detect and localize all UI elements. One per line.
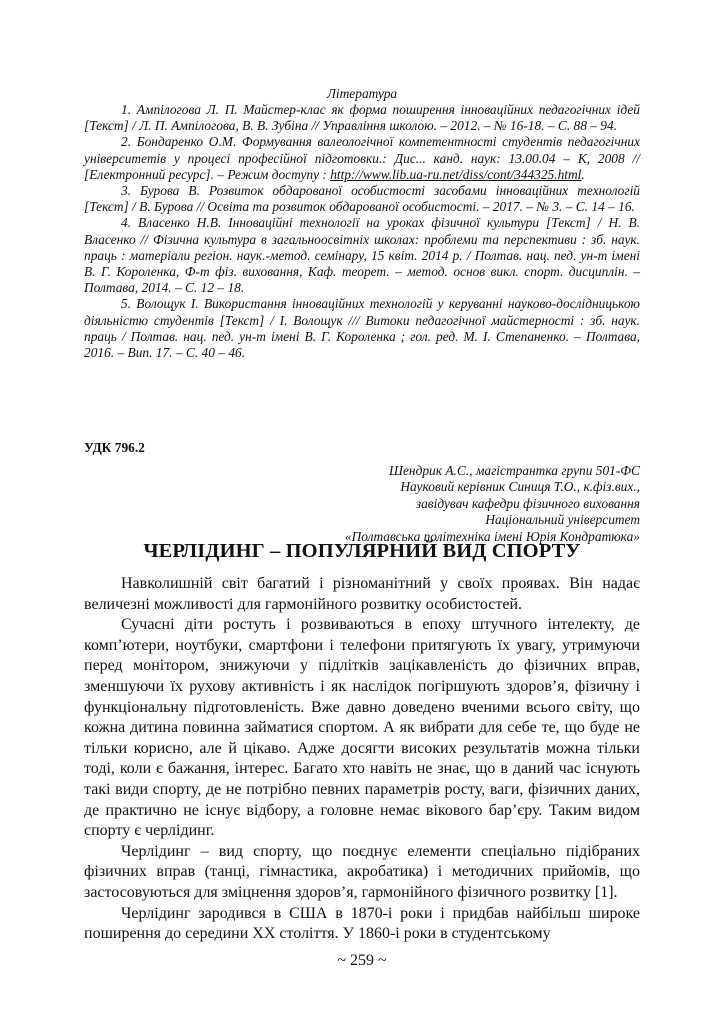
article-body — [84, 574, 640, 945]
reference-text-end: . — [581, 166, 585, 182]
body-paragraph: Навколишній світ багатий і різноманітний у своїх проявах. Він надає величезні можливості для гармонійного розвитку особистостей. — [84, 575, 640, 613]
body-paragraph: Сучасні діти ростуть і розвиваються в епоху штучного інтелекту, де комп’ютери, ноутбуки, смартфони і телефони притягують їх увагу, утримуючи перед монітором, знижуючи у підлітків зацікавленість до фізичних вправ, зменшуючи їх рухову активність і як наслідок погіршують здоров’я, фізичну і функціональну підготовленість. Вже давно доведено вченими всього світу, що кожна дитина повинна займатися спортом. А як вибрати для себе те, що буде не тільки корисно, але й цікаво. Адже досягти високих результатів можна тільки тоді, коли є бажання, інтерес. Багато хто навіть не знає, що в даний час існують такі види спорту, де не потрібно певних параметрів росту, ваги, фізичних даних, де практично не існує відбору, а головне немає вікового бар’єру. Таким видом спорту є черлідинг. — [84, 616, 640, 840]
university-name: «Полтавська політехніка імені Юрія Кондратюка» — [344, 528, 640, 544]
supervisor-position: завідувач кафедри фізичного виховання — [415, 495, 640, 511]
udk-code: УДК 796.2 — [84, 440, 145, 455]
reference-item: 3. Бурова В. Розвиток обдарованої особистості засобами інноваційних технологій [Текст] / В. Бурова // Освіта та розвиток обдарованої особистості. – 2017. – № 3. – С. 14 – 16. — [84, 183, 640, 215]
literature-section — [84, 86, 640, 361]
reference-item — [84, 134, 640, 183]
supervisor-line: Науковий керівник Синиця Т.О., к.фіз.вих., — [400, 479, 640, 495]
body-paragraph: Черлідинг зародився в США в 1870-і роки і придбав найбільш широке поширення до середини XX століття. У 1860-і роки в студентському — [84, 904, 640, 943]
reference-item: 1. Ампілогова Л. П. Майстер-клас як форма поширення інноваційних педагогічних ідей [Текст] / Л. П. Ампілогова, В. В. Зубіна // Управління школою. – 2012. – № 16-18. – С. 88 – 94. — [84, 102, 640, 134]
reference-text: 2. Бондаренко О.М. Формування валеологічної компетентності студентів педагогічних університетів у процесі професійної підготовки.: Дис... канд. наук: 13.00.04 – К, 2008 // [Електронний ресурс]. – Режим доступу : — [84, 134, 640, 182]
literature-heading: Література — [326, 86, 398, 101]
reference-item: 4. Власенко Н.В. Інноваційні технології на уроках фізичної культури [Текст] / Н. В. Власенко // Фізична культура в загальноосвітніх школах: проблеми та перспективи : зб. наук. праць : матеріали регіон. наук.-метод. семінару, 15 квіт. 2014 р. / Полтав. нац. пед. ун-т імені В. Г. Короленка, Ф-т фіз. виховання, Каф. теорет. – метод. основ викл. спорт. дисциплін. – Полтава, 2014. – С. 12 – 18. — [84, 215, 640, 296]
reference-item: 5. Волощук І. Використання інноваційних технологій у керуванні науково-дослідницькою діяльністю студентів [Текст] / І. Волощук /// Витоки педагогічної майстерності : зб. наук. праць / Полтав. нац. пед. ун-т імені В. Г. Короленка ; гол. ред. М. І. Степаненко. – Полтава, 2016. – Вип. 17. – С. 40 – 46. — [84, 296, 640, 361]
body-paragraph: Черлідинг – вид спорту, що поєднує елементи спеціально підібраних фізичних вправ (танці, гімнастика, акробатика) і методичних прийомів, що застосовуються для зміцнення здоров’я, гармонійного фізичного розвитку [1]. — [84, 842, 640, 901]
page-number: ~ 259 ~ — [337, 952, 387, 969]
reference-link[interactable]: http://www.lib.ua-ru.net/diss/cont/344325.html — [330, 166, 582, 182]
author-line: Шендрик А.С., магістрантка групи 501-ФС — [389, 463, 640, 478]
university-line: Національний університет — [485, 512, 640, 528]
author-block — [345, 463, 640, 545]
article-title: ЧЕРЛІДИНГ – ПОПУЛЯРНИЙ ВИД СПОРТУ — [143, 540, 581, 562]
